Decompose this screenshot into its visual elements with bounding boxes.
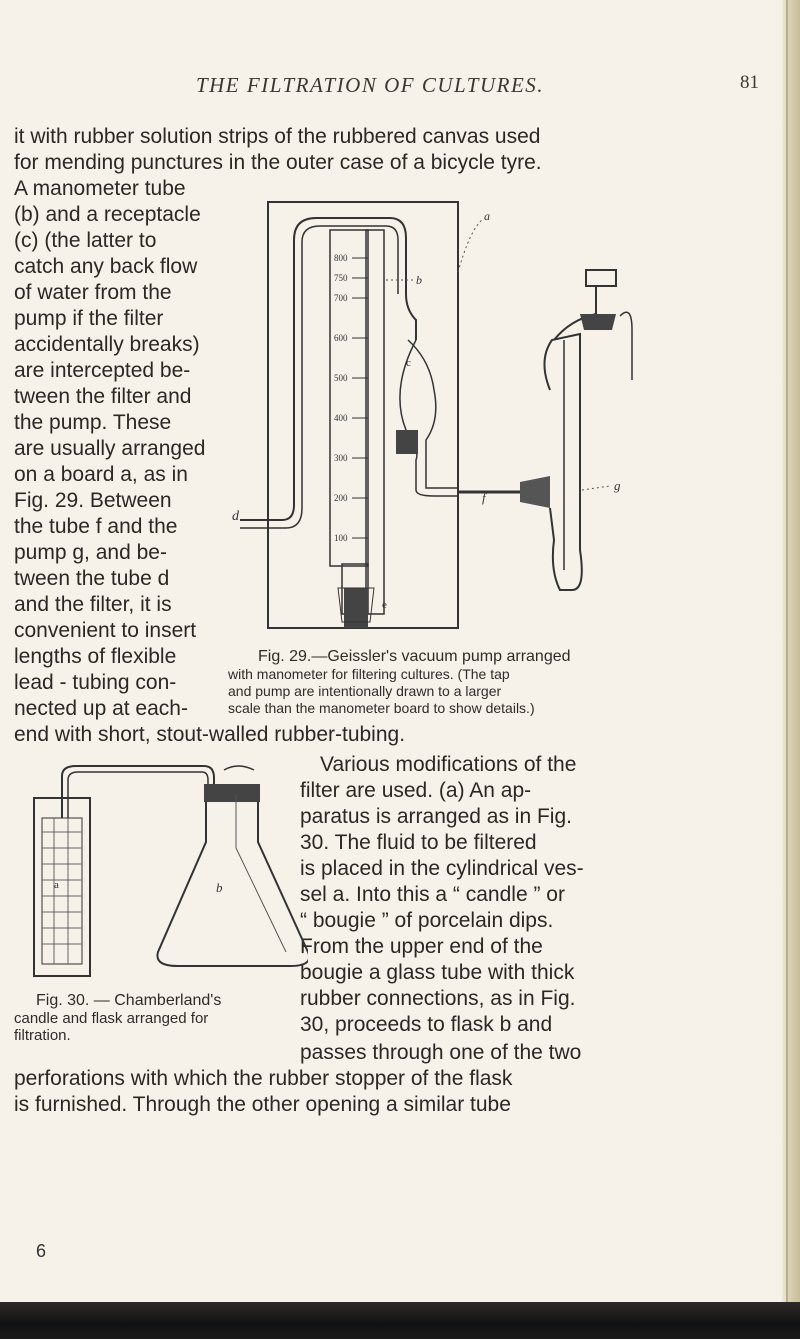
text-line: tween the tube d — [14, 567, 170, 590]
text-line: 30, proceeds to flask b and — [300, 1013, 553, 1036]
text-line: on a board a, as in — [14, 463, 188, 486]
text-line: tween the filter and — [14, 385, 192, 408]
text-line: are intercepted be- — [14, 359, 191, 382]
text-line: for mending punctures in the outer case of a bicycle tyre. — [14, 151, 542, 174]
text-line: lead - tubing con- — [14, 671, 177, 694]
text-line: A manometer tube — [14, 177, 186, 200]
scale-label: 600 — [334, 333, 348, 343]
text-line: convenient to insert — [14, 619, 197, 642]
text-line: From the upper end of the — [300, 935, 543, 958]
text-line: passes through one of the two — [300, 1041, 582, 1064]
pump-g — [520, 476, 550, 508]
text-line: rubber connections, as in Fig. — [300, 987, 576, 1010]
text-line: sel a. Into this a “ candle ” or — [300, 883, 565, 906]
text-line: are usually arranged — [14, 437, 206, 460]
scale-label: 750 — [334, 273, 348, 283]
text-line: is placed in the cylindrical ves- — [300, 857, 584, 880]
figure-29-caption: and pump are intentionally drawn to a larger — [228, 683, 502, 699]
figure-30-diagram — [28, 752, 308, 984]
page-edge-line — [786, 0, 788, 1339]
text-line: the tube f and the — [14, 515, 178, 538]
text-line: filter are used. (a) An ap- — [300, 779, 532, 802]
text-line: is furnished. Through the other opening a similar tube — [14, 1093, 511, 1116]
text-line: pump if the filter — [14, 307, 164, 330]
text-line: Various modifications of the — [320, 753, 577, 776]
text-line: lengths of flexible — [14, 645, 177, 668]
text-line: the pump. These — [14, 411, 172, 434]
label-d: d — [232, 509, 239, 524]
figure-30-caption: filtration. — [14, 1027, 71, 1044]
text-line: (c) (the latter to — [14, 229, 157, 252]
text-line: pump g, and be- — [14, 541, 167, 564]
flask-b — [157, 794, 308, 966]
scale-label: 500 — [334, 373, 348, 383]
signature-mark: 6 — [36, 1241, 47, 1261]
leader-a — [458, 220, 482, 272]
scan-bottom-band — [0, 1302, 800, 1339]
label-a: a — [484, 209, 490, 223]
scale-label: 400 — [334, 413, 348, 423]
scale-label: 800 — [334, 253, 348, 263]
text-line: of water from the — [14, 281, 172, 304]
text-line: and the filter, it is — [14, 593, 172, 616]
text-line: catch any back flow — [14, 255, 198, 278]
tube-d — [240, 218, 416, 520]
figure-30-caption: Fig. 30. — Chamberland's — [36, 992, 222, 1009]
figure-29-caption: scale than the manometer board to show details.) — [228, 700, 535, 716]
label-b: b — [416, 273, 422, 287]
running-head: THE FILTRATION OF CULTURES. — [195, 73, 545, 97]
scale-label: 700 — [334, 293, 348, 303]
figure-30-caption: candle and flask arranged for — [14, 1010, 209, 1027]
label-b: b — [216, 880, 223, 895]
scale-label: 100 — [334, 533, 348, 543]
scale-label: 300 — [334, 453, 348, 463]
text-line: “ bougie ” of porcelain dips. — [300, 909, 554, 932]
glass-tube — [62, 766, 214, 818]
text-line: Fig. 29. Between — [14, 489, 172, 512]
text-line: 30. The fluid to be filtered — [300, 831, 537, 854]
text-line: (b) and a receptacle — [14, 203, 201, 226]
label-c: c — [406, 357, 411, 369]
scale-label: 200 — [334, 493, 348, 503]
figure-29-caption: Fig. 29.—Geissler's vacuum pump arranged — [258, 648, 571, 665]
tap — [586, 270, 616, 286]
page-number: 81 — [740, 72, 759, 93]
label-e: e — [382, 599, 387, 611]
text-line: end with short, stout-walled rubber-tubing. — [14, 723, 406, 746]
text-line: paratus is arranged as in Fig. — [300, 805, 572, 828]
text-line: bougie a glass tube with thick — [300, 961, 575, 984]
figure-29-diagram — [220, 190, 660, 640]
label-f: f — [482, 490, 486, 505]
label-g: g — [614, 478, 621, 493]
text-line: it with rubber solution strips of the rubbered canvas used — [14, 125, 541, 148]
text-line: nected up at each- — [14, 697, 188, 720]
label-a: a — [54, 879, 59, 891]
figure-29-caption: with manometer for filtering cultures. (The tap — [228, 666, 510, 682]
text-line: accidentally breaks) — [14, 333, 200, 356]
text-line: perforations with which the rubber stopper of the flask — [14, 1067, 513, 1090]
page-edge — [782, 0, 800, 1339]
